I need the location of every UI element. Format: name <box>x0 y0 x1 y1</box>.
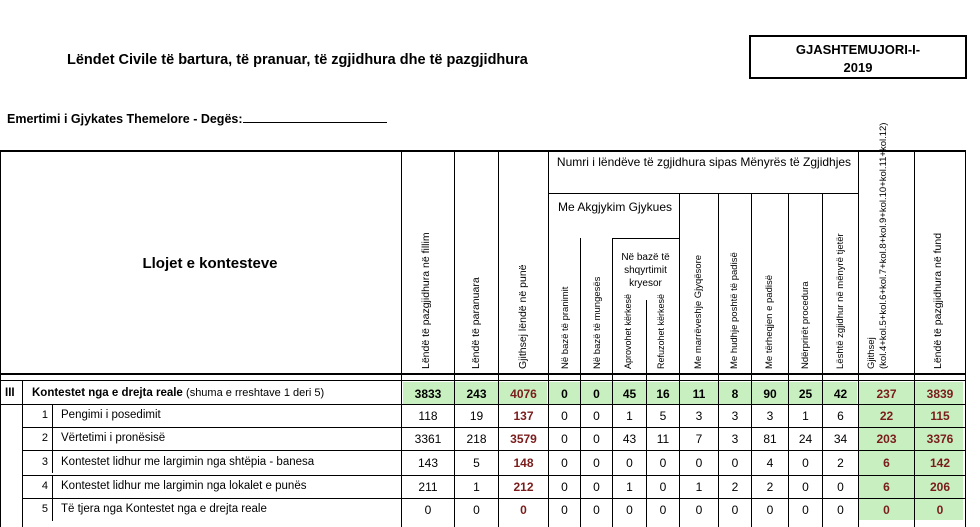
table-row-4-cell-col-11: 0 <box>802 480 809 494</box>
table-row-2-cell-col-3: 3579 <box>510 432 537 446</box>
table-row-label: Të tjera nga Kontestet nga e drejta reale <box>61 503 267 515</box>
table-row-3-cell-col-8: 0 <box>695 456 703 470</box>
table-row-1-cell-col-10: 3 <box>766 409 774 423</box>
vline-c10 <box>751 193 752 527</box>
table-row-5-cell-col-13: 0 <box>883 503 890 517</box>
table-row-1-cell-col-11: 1 <box>802 409 809 423</box>
group-row-cell-col-14: 3839 <box>926 387 954 401</box>
table-row-2-cell-col-13: 203 <box>876 432 897 446</box>
vline-c14 <box>914 150 915 527</box>
col-header-10: Me tërheqjen e padisë <box>764 274 775 369</box>
table-row-3-cell-col-7: 0 <box>659 456 667 470</box>
table-row-4-cell-col-13: 6 <box>883 480 890 494</box>
table-row-4-cell-col-6: 1 <box>626 480 633 494</box>
table-row-5-cell-col-7: 0 <box>659 503 667 517</box>
vline-c8 <box>679 193 680 527</box>
table-row-4-cell-col-2: 1 <box>473 480 480 494</box>
table-row-2-cell-col-2: 218 <box>466 432 487 446</box>
table-row-5-cell-col-6: 0 <box>626 503 633 517</box>
table-row-2-cell-col-14: 3376 <box>926 432 954 446</box>
table-row-1-cell-col-9: 3 <box>731 409 739 423</box>
table-row-4-cell-col-9: 2 <box>731 480 739 494</box>
vline-c9 <box>718 193 719 527</box>
table-row-2-cell-col-10: 81 <box>763 432 777 446</box>
table-row-label: Kontestet lidhur me largimin nga lokalet e punës <box>61 480 307 492</box>
col-header-9: Me hudhje poshtë të padisë <box>729 252 740 369</box>
table-row-4-cell-col-7: 0 <box>659 480 667 494</box>
table-row-2-cell-col-12: 34 <box>833 432 848 446</box>
row-number-divider <box>52 450 53 473</box>
row-number-divider <box>52 498 53 521</box>
table-row-5-cell-col-3: 0 <box>520 503 527 517</box>
vline-c4 <box>548 150 549 527</box>
table-row-1-cell-col-1: 118 <box>418 409 438 423</box>
row-2-bottom <box>22 450 966 451</box>
table-top-border <box>0 150 966 152</box>
group-row-cell-col-8: 11 <box>692 387 706 401</box>
col-header-6: Aprovohet kërkesë <box>623 293 633 369</box>
table-row-label: Pengimi i posedimit <box>61 409 161 421</box>
judge-group-header: Me Akgjykim Gjykues <box>557 200 673 214</box>
group-row-cell-col-12: 42 <box>833 387 848 401</box>
vline-right <box>965 150 966 527</box>
table-row-2-cell-col-9: 3 <box>731 432 739 446</box>
court-label-text: Emertimi i Gjykates Themelore - Degës: <box>7 112 243 126</box>
period-line-2: 2019 <box>843 60 873 75</box>
vline-c11 <box>788 193 789 527</box>
table-row-5-cell-col-2: 0 <box>473 503 480 517</box>
table-row-number: 5 <box>41 503 48 515</box>
table-row-number: 3 <box>41 456 48 468</box>
table-row-1-cell-col-4: 0 <box>561 409 568 423</box>
table-row-5-cell-col-11: 0 <box>802 503 809 517</box>
col-header-12: Lështë zgjidhur në mënyrë tjetër <box>835 233 846 369</box>
table-row-3-cell-col-4: 0 <box>561 456 568 470</box>
table-row-4-cell-col-12: 0 <box>837 480 844 494</box>
table-row-4-cell-col-5: 0 <box>593 480 600 494</box>
group-row-cell-col-10: 90 <box>763 387 777 401</box>
group-row-label-bold: Kontestet nga e drejta reale <box>32 387 183 399</box>
solved-group-rule <box>549 193 859 194</box>
col-header-1: Lëndë të pazgjidhura në fillim <box>420 232 432 369</box>
table-row-2-cell-col-8: 7 <box>695 432 703 446</box>
document-title: Lëndet Civile të bartura, të pranuar, të zgjidhura dhe të pazgjidhura <box>67 52 528 68</box>
group-row-cell-col-13: 237 <box>876 387 897 401</box>
period-line-1: GJASHTEMUJORI-I- <box>795 42 921 57</box>
period-badge <box>749 35 967 79</box>
group-row-cell-col-11: 25 <box>798 387 813 401</box>
vline-roman <box>22 380 23 527</box>
table-row-1-cell-col-2: 19 <box>469 409 484 423</box>
solved-group-header: Numri i lëndëve të zgjidhura sipas Mënyrës të Zgjidhjes <box>556 155 852 169</box>
col-header-11: Ndërprirët procedura <box>800 281 811 369</box>
table-row-3-cell-col-9: 0 <box>731 456 739 470</box>
table-row-5-cell-col-9: 0 <box>731 503 739 517</box>
court-name-label <box>7 110 387 126</box>
table-row-4-cell-col-14: 206 <box>929 480 951 494</box>
group-row-cell-col-3: 4076 <box>510 387 537 401</box>
table-row-3-cell-col-13: 6 <box>883 456 890 470</box>
table-row-label: Vërtetimi i pronësisë <box>61 432 166 444</box>
table-row-number: 2 <box>41 432 48 444</box>
table-row-2-cell-col-11: 24 <box>798 432 813 446</box>
table-row-2-cell-col-7: 11 <box>656 432 670 446</box>
group-row-cell-col-7: 16 <box>656 387 670 401</box>
group-row-label-note: (shuma e rreshtave 1 deri 5) <box>186 387 325 399</box>
group-row-cell-col-1: 3833 <box>414 387 442 401</box>
table-row-3-cell-col-11: 0 <box>802 456 809 470</box>
table-row-1-cell-col-6: 1 <box>626 409 633 423</box>
table-row-3-cell-col-6: 0 <box>626 456 633 470</box>
row-number-divider <box>52 475 53 498</box>
vline-c13 <box>858 150 859 527</box>
table-row-1-cell-col-14: 115 <box>930 409 950 423</box>
table-row-1-cell-col-7: 5 <box>659 409 667 423</box>
row-3-bottom <box>22 475 966 476</box>
col-header-3: Gjithsej lëndë në punë <box>517 264 529 369</box>
table-row-5-cell-col-10: 0 <box>766 503 774 517</box>
table-row-4-cell-col-10: 2 <box>766 480 774 494</box>
col-header-8: Me marrëveshje Gjyqësore <box>693 254 704 369</box>
vline-c1 <box>401 150 402 527</box>
group-row-cell-col-5: 0 <box>593 387 600 401</box>
group-row-label <box>32 387 324 399</box>
table-row-3-cell-col-12: 2 <box>837 456 844 470</box>
col-header-2: Lëndë të paranuara <box>470 277 482 369</box>
col-header-14: Lëndë të pazgjidhura në fund <box>932 232 944 369</box>
col-header-13: Gjithsej (kol.4+kol.5+kol.6+kol.7+kol.8+kol.9+kol.10+kol.11+kol.12) <box>866 122 889 369</box>
table-row-5-cell-col-12: 0 <box>837 503 844 517</box>
table-row-3-cell-col-2: 5 <box>473 456 480 470</box>
table-row-4-cell-col-8: 1 <box>695 480 703 494</box>
table-row-2-cell-col-6: 43 <box>622 432 637 446</box>
row-number-divider <box>52 404 53 427</box>
group-row-cell-col-2: 243 <box>466 387 487 401</box>
table-row-label: Kontestet lidhur me largimin nga shtëpia - banesa <box>61 456 315 468</box>
table-row-2-cell-col-4: 0 <box>561 432 568 446</box>
table-row-2-cell-col-5: 0 <box>593 432 600 446</box>
table-row-2-cell-col-1: 3361 <box>414 432 442 446</box>
group-row-cell-col-6: 45 <box>622 387 637 401</box>
table-row-3-cell-col-1: 143 <box>417 456 439 470</box>
table-row-3-cell-col-5: 0 <box>593 456 600 470</box>
table-row-1-cell-col-5: 0 <box>593 409 600 423</box>
types-header: Llojet e kontesteve <box>142 255 278 272</box>
table-row-4-cell-col-3: 212 <box>513 480 534 494</box>
table-row-number: 1 <box>41 409 48 421</box>
table-row-1-cell-col-3: 137 <box>513 409 534 423</box>
row-4-bottom <box>22 498 966 499</box>
table-row-4-cell-col-1: 211 <box>418 480 438 494</box>
vline-c2 <box>454 150 455 527</box>
main-claim-header: Në bazë të shqyrtimit kryesor <box>621 252 670 289</box>
col-header-5: Në bazë të mungesës <box>592 276 603 369</box>
col-header-7: Refuzohet kërkesë <box>656 293 666 369</box>
group-row-cell-col-9: 8 <box>731 387 739 401</box>
table-row-number: 4 <box>41 480 48 492</box>
table-row-5-cell-col-1: 0 <box>424 503 432 517</box>
row-number-divider <box>52 427 53 450</box>
table-row-1-cell-col-12: 6 <box>837 409 844 423</box>
vline-c12 <box>822 193 823 527</box>
table-row-5-cell-col-14: 0 <box>936 503 944 517</box>
table-row-3-cell-col-3: 148 <box>513 456 534 470</box>
table-row-5-cell-col-8: 0 <box>695 503 703 517</box>
group-row-cell-col-4: 0 <box>561 387 568 401</box>
main-claim-rule <box>612 238 679 239</box>
row-1-bottom <box>22 427 966 428</box>
vline-c3 <box>498 150 499 527</box>
table-row-1-cell-col-8: 3 <box>695 409 703 423</box>
table-row-4-cell-col-4: 0 <box>561 480 568 494</box>
group-roman: III <box>5 387 15 399</box>
table-row-5-cell-col-5: 0 <box>593 503 600 517</box>
col-header-4: Në bazë të pranimit <box>560 286 571 369</box>
court-name-blank <box>243 110 387 123</box>
table-row-1-cell-col-13: 22 <box>879 409 894 423</box>
vline-left <box>0 150 1 527</box>
table-row-3-cell-col-14: 142 <box>929 456 951 470</box>
table-row-3-cell-col-10: 4 <box>766 456 774 470</box>
table-row-5-cell-col-4: 0 <box>561 503 568 517</box>
